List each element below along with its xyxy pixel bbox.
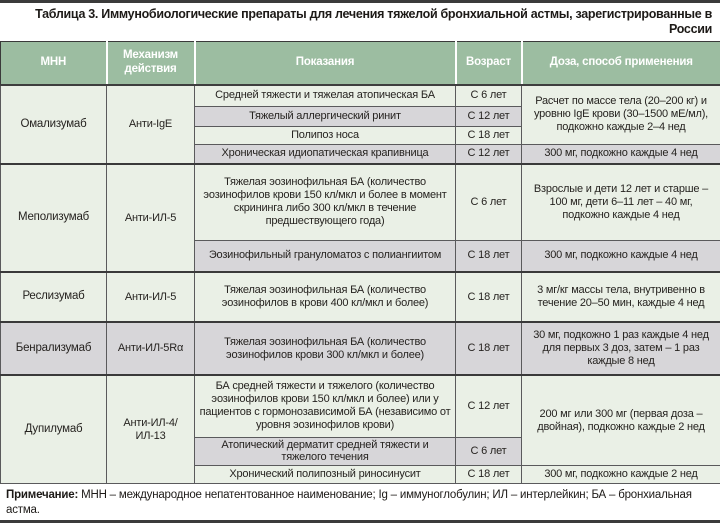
age-cell: С 18 лет [456,240,522,272]
drugs-table [0,41,720,485]
age-cell: С 18 лет [456,126,522,144]
column-header-mechanism: Механизм действия [107,41,195,85]
drug-name-cell: Бенрализумаб [1,322,107,375]
indication-cell: Хроническая идиопатическая крапивница [195,144,456,164]
dose-cell: 30 мг, подкожно 1 раз каждые 4 нед для первых 3 доз, затем – 1 раз каждые 8 нед [522,322,720,375]
header-row [1,41,720,85]
mechanism-cell: Анти-ИЛ-4/ИЛ-13 [107,375,195,484]
mechanism-cell: Анти-IgE [107,85,195,164]
age-cell: С 18 лет [456,272,522,322]
column-header-mnn: МНН [1,41,107,85]
mechanism-cell: Анти-ИЛ-5 [107,164,195,272]
indication-cell: БА средней тяжести и тяжелого (количество эозинофилов крови 150 кл/мкл и более) или у пациентов с гормонозависимой БА (независимо от уровня эозинофилов крови) [195,375,456,437]
column-header-dose: Доза, способ применения [522,41,720,85]
footnote-label: Примечание: [6,489,79,502]
age-cell: С 12 лет [456,144,522,164]
indication-cell: Средней тяжести и тяжелая атопическая БА [195,85,456,106]
age-cell: С 6 лет [456,85,522,106]
column-header-indications: Показания [195,41,456,85]
table-row [1,322,720,375]
dose-cell: 200 мг или 300 мг (первая доза – двойная), подкожно каждые 2 нед [522,375,720,466]
age-cell: С 18 лет [456,322,522,375]
indication-cell: Полипоз носа [195,126,456,144]
mechanism-cell: Анти-ИЛ-5Rα [107,322,195,375]
mechanism-cell: Анти-ИЛ-5 [107,272,195,322]
drug-name-cell: Реслизумаб [1,272,107,322]
indication-cell: Тяжелая эозинофильная БА (количество эозинофилов в крови 400 кл/мкл и более) [195,272,456,322]
dose-cell: 300 мг, подкожно каждые 4 нед [522,144,720,164]
dose-cell: 300 мг, подкожно каждые 2 нед [522,466,720,484]
dose-cell: 300 мг, подкожно каждые 4 нед [522,240,720,272]
age-cell: С 6 лет [456,437,522,466]
age-cell: С 6 лет [456,164,522,240]
drug-name-cell: Дупилумаб [1,375,107,484]
indication-cell: Тяжелый аллергический ринит [195,106,456,126]
footnote [0,484,720,522]
table-row [1,375,720,437]
drug-name-cell: Омализумаб [1,85,107,164]
table-row [1,85,720,106]
age-cell: С 18 лет [456,466,522,484]
indication-cell: Эозинофильный грануломатоз с полиангиитом [195,240,456,272]
age-cell: С 12 лет [456,375,522,437]
table-row [1,164,720,240]
drug-name-cell: Меполизумаб [1,164,107,272]
indication-cell: Тяжелая эозинофильная БА (количество эозинофилов крови 150 кл/мкл и более в момент скрининга либо 300 кл/мкл в течение предшествующего года) [195,164,456,240]
dose-cell: Расчет по массе тела (20–200 кг) и уровню IgE крови (30–1500 мЕ/мл), подкожно каждые 2–4 нед [522,85,720,144]
indication-cell: Хронический полипозный риносинусит [195,466,456,484]
dose-cell: Взрослые и дети 12 лет и старше – 100 мг, дети 6–11 лет – 40 мг, подкожно каждые 4 нед [522,164,720,240]
table-row [1,272,720,322]
dose-cell: 3 мг/кг массы тела, внутривенно в течение 20–50 мин, каждые 4 нед [522,272,720,322]
table-title: Таблица 3. Иммунобиологические препараты для лечения тяжелой бронхиальной астмы, зарегистрированные в России [35,7,712,37]
column-header-age: Возраст [456,41,522,85]
indication-cell: Атопический дерматит средней тяжести и тяжелого течения [195,437,456,466]
footnote-text: МНН – международное непатентованное наименование; Ig – иммуноглобулин; ИЛ – интерлейкин; БА – бронхиальная астма. [6,489,692,517]
age-cell: С 12 лет [456,106,522,126]
indication-cell: Тяжелая эозинофильная БА (количество эозинофилов крови 300 кл/мкл и более) [195,322,456,375]
